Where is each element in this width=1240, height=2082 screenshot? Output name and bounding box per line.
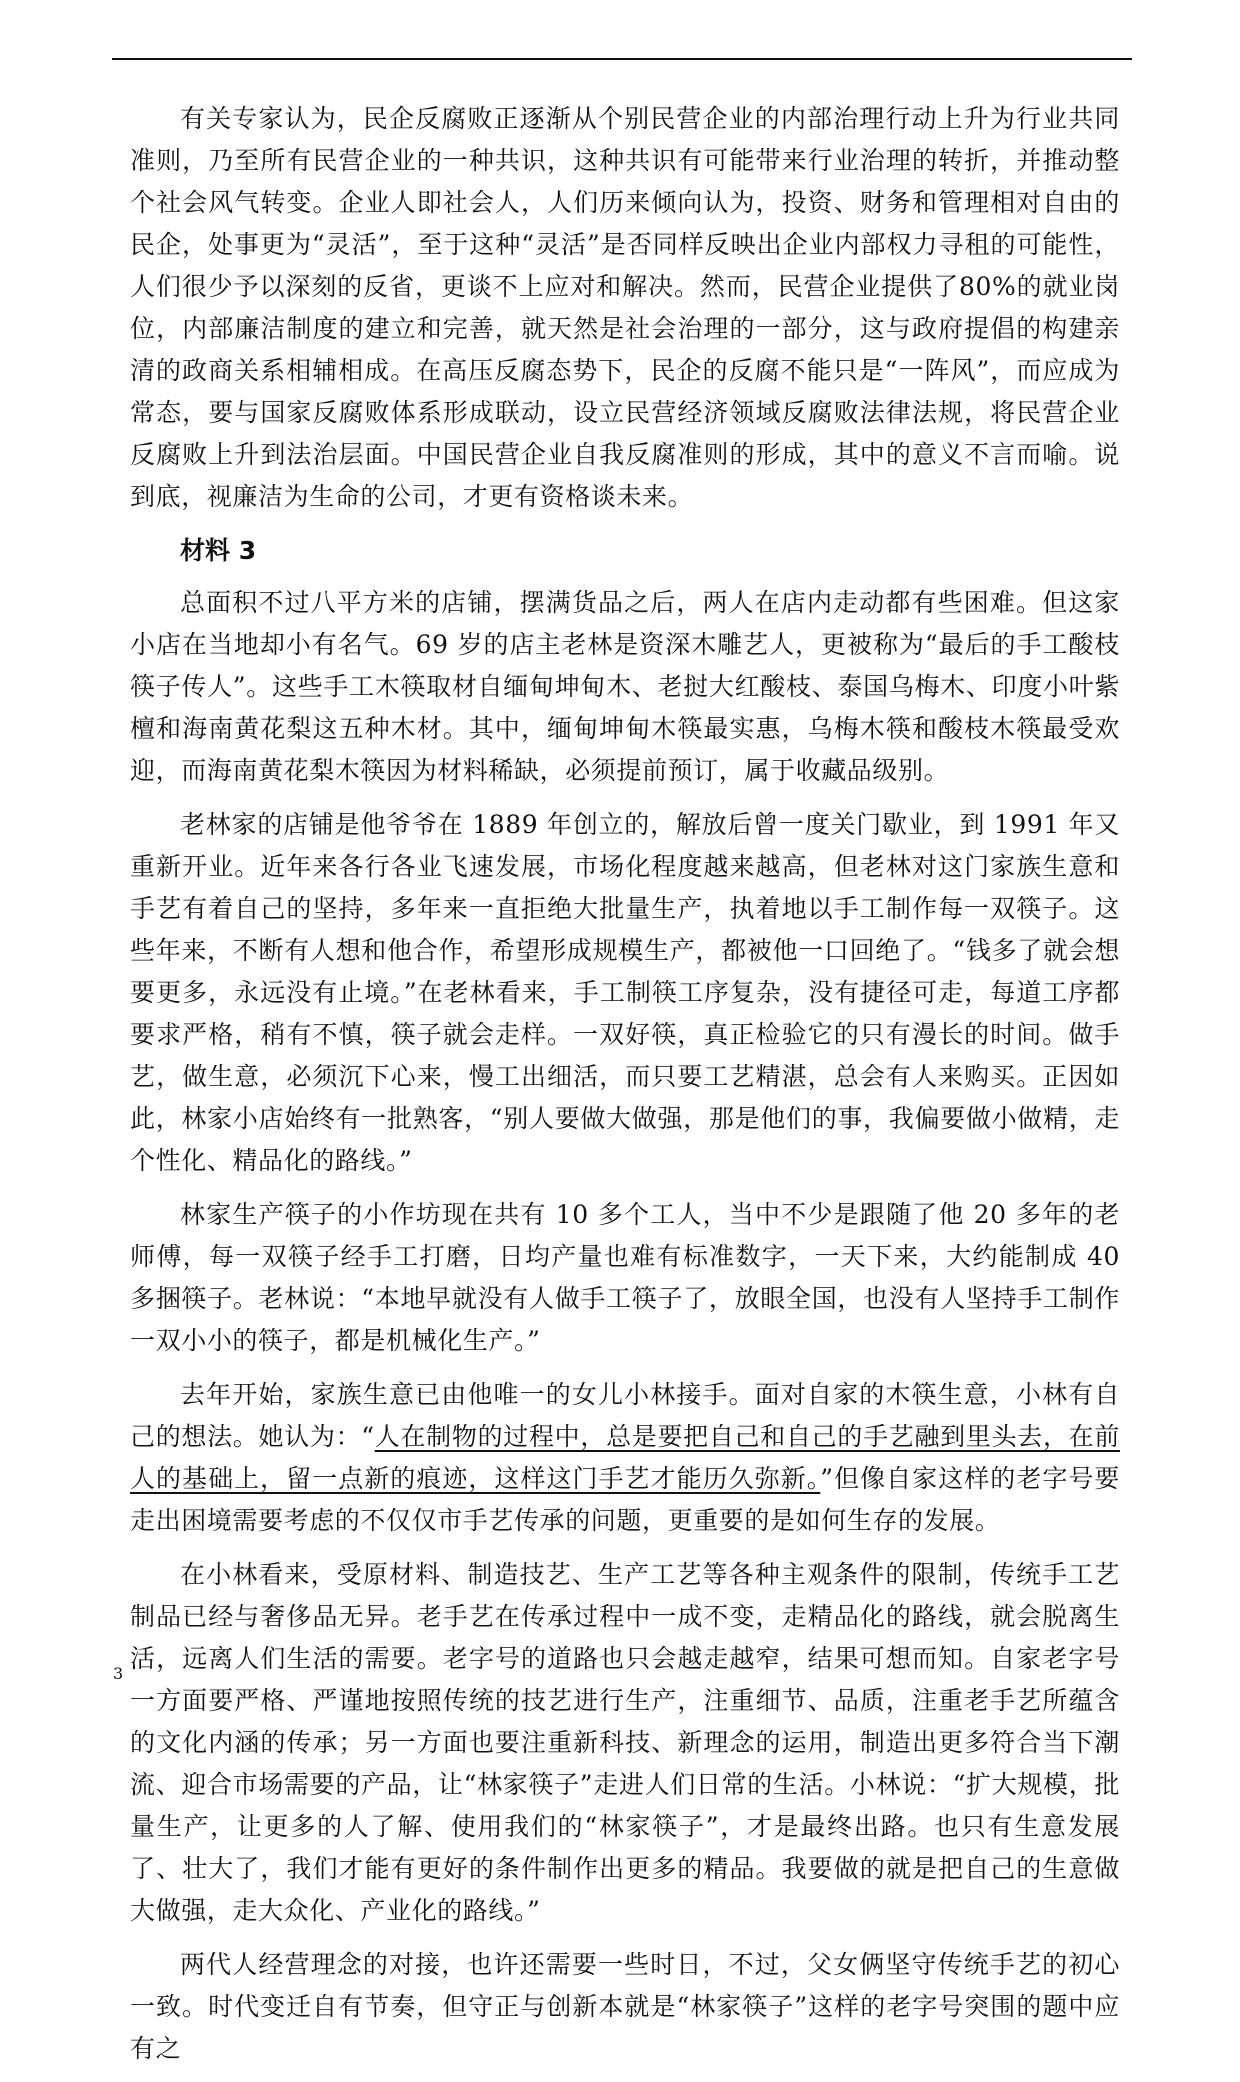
paragraph-xiao-lin-takeover — [130, 1374, 1120, 1542]
paragraph-xiao-lin-view: 在小林看来，受原材料、制造技艺、生产工艺等各种主观条件的限制，传统手工艺制品已经与奢侈品无异。老手艺在传承过程中一成不变，走精品化的路线，就会脱离生活，远离人们生活的需要。老字号的道路也只会越走越窄，结果可想而知。自家老字号一方面要严格、严谨地按照传统的技艺进行生产，注重细节、品质，注重老手艺所蕴含的文化内涵的传承；另一方面也要注重新科技、新理念的运用，制造出更多符合当下潮流、迎合市场需要的产品，让“林家筷子”走进人们日常的生活。小林说：“扩大规模，批量生产，让更多的人了解、使用我们的“林家筷子”，才是最终出路。也只有生意发展了、壮大了，我们才能有更好的条件制作出更多的精品。我要做的就是把自己的生意做大做强，走大众化、产业化的路线。” — [130, 1560, 1120, 1925]
paragraph-lao-lin-persistence: 老林家的店铺是他爷爷在 1889 年创立的，解放后曾一度关门歇业，到 1991 年又重新开业。近年来各行各业飞速发展，市场化程度越来越高，但老林对这门家族生意和手艺有着自己的坚持，多年来一直拒绝大批量生产，执着地以手工制作每一双筷子。这些年来，不断有人想和他合作，希望形成规模生产，都被他一口回绝了。“钱多了就会想要更多，永远没有止境。”在老林看来，手工制筷工序复杂，没有捷径可走，每道工序都要求严格，稍有不慎，筷子就会走样。一双好筷，真正检验它的只有漫长的时间。做手艺，做生意，必须沉下心来，慢工出细活，而只要工艺精湛，总会有人来购买。正因如此，林家小店始终有一批熟客，“别人要做大做强，那是他们的事，我偏要做小做精，走个性化、精品化的路线。” — [130, 810, 1120, 1175]
paragraph-shop-introduction: 总面积不过八平方米的店铺，摆满货品之后，两人在店内走动都有些困难。但这家小店在当地却小有名气。69 岁的店主老林是资深木雕艺人，更被称为“最后的手工酸枝筷子传人”。这些手工木筷取材自缅甸坤甸木、老挝大红酸枝、泰国乌梅木、印度小叶紫檀和海南黄花梨这五种木材。其中，缅甸坤甸木筷最实惠，乌梅木筷和酸枝木筷最受欢迎，而海南黄花梨木筷因为材料稀缺，必须提前预订，属于收藏品级别。 — [130, 588, 1120, 785]
page-number: 3 — [113, 1664, 124, 1683]
paragraph-text-before-quote: 去年开始，家族生意已由他唯一的女儿小林接手。面对自家的木筷生意，小林有自己的想法。她认为：“ — [130, 1380, 1120, 1451]
document-body — [130, 98, 1120, 2082]
paragraph-two-generations: 两代人经营理念的对接，也许还需要一些时日，不过，父女俩坚守传统手艺的初心一致。时代变迁自有节奏，但守正与创新本就是“林家筷子”这样的老字号突围的题中应有之 — [130, 1950, 1120, 2063]
paragraph-text-after-quote: ”但像自家这样的老字号要走出困境需要考虑的不仅仅市手艺传承的问题，更重要的是如何生存的发展。 — [130, 1464, 1121, 1535]
underlined-quote: 人在制物的过程中，总是要把自己和自己的手艺融到里头去，在前人的基础上，留一点新的痕迹，这样这门手艺才能历久弥新。 — [130, 1422, 1120, 1493]
section-heading-material-3: 材料 3 — [180, 536, 257, 565]
paragraph-workshop: 林家生产筷子的小作坊现在共有 10 多个工人，当中不少是跟随了他 20 多年的老师傅，每一双筷子经手工打磨，日均产量也难有标准数字，一天下来，大约能制成 40 多捆筷子。老林说：“本地早就没有人做手工筷子了，放眼全国，也没有人坚持手工制作一双小小的筷子，都是机械化生产。” — [130, 1200, 1120, 1355]
header-rule — [112, 58, 1132, 60]
paragraph-private-enterprise-anticorruption: 有关专家认为，民企反腐败正逐渐从个别民营企业的内部治理行动上升为行业共同准则，乃至所有民营企业的一种共识，这种共识有可能带来行业治理的转折，并推动整个社会风气转变。企业人即社会人，人们历来倾向认为，投资、财务和管理相对自由的民企，处事更为“灵活”，至于这种“灵活”是否同样反映出企业内部权力寻租的可能性，人们很少予以深刻的反省，更谈不上应对和解决。然而，民营企业提供了80%的就业岗位，内部廉洁制度的建立和完善，就天然是社会治理的一部分，这与政府提倡的构建亲清的政商关系相辅相成。在高压反腐态势下，民企的反腐不能只是“一阵风”，而应成为常态，要与国家反腐败体系形成联动，设立民营经济领域反腐败法律法规，将民营企业反腐败上升到法治层面。中国民营企业自我反腐准则的形成，其中的意义不言而喻。说到底，视廉洁为生命的公司，才更有资格谈未来。 — [130, 104, 1120, 511]
